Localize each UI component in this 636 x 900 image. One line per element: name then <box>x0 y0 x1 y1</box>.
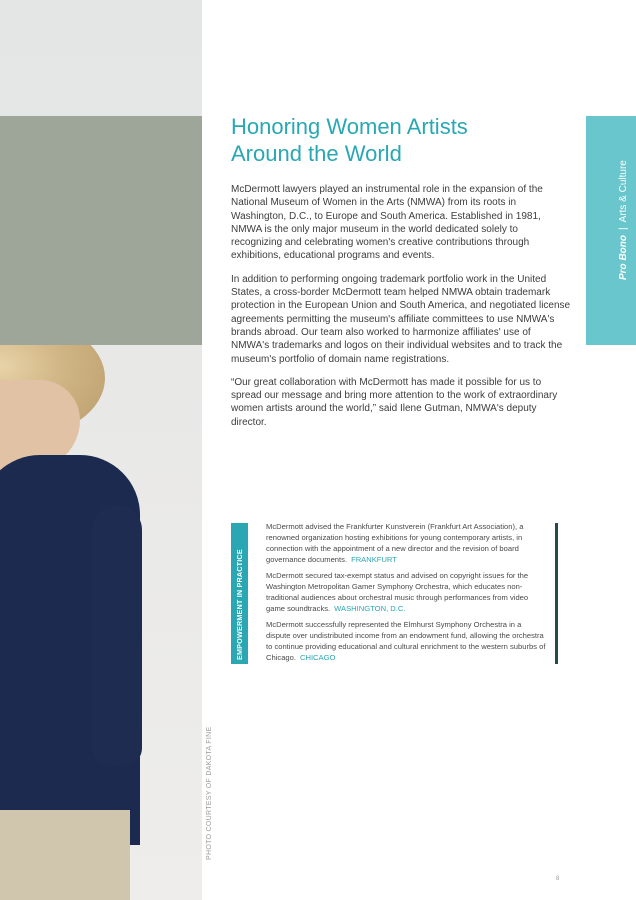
empowerment-item-text: McDermott advised the Frankfurter Kunstverein (Frankfurt Art Association), a renowned organization hosting exhibitions for young contemporary artists, in connection with the appointment of a new director and the revision of board governance documents. <box>266 522 524 564</box>
photo-credit: PHOTO COURTESY OF DAKOTA FINE <box>206 726 213 860</box>
empowerment-item-city: FRANKFURT <box>351 555 397 564</box>
article-body <box>231 183 571 439</box>
empowerment-item-text: McDermott secured tax-exempt status and advised on copyright issues for the Washington Metropolitan Gamer Symphony Orchestra, which educates non-traditional audiences about orchestral music through performances from video game soundtracks. <box>266 571 529 613</box>
boy-arm-shape <box>92 505 142 765</box>
gray-color-block <box>0 116 202 345</box>
empowerment-item-city: WASHINGTON, D.C. <box>334 604 406 613</box>
section-category: Arts & Culture <box>618 160 629 223</box>
empowerment-item <box>266 570 546 614</box>
body-paragraph: McDermott lawyers played an instrumental role in the expansion of the National Museum of Women in the Arts (NMWA) from its roots in Washington, D.C., to Europe and South America. Established in 1981, NMWA is the only major museum in the world dedicated solely to recognizing and celebrating women's creative contributions through exhibitions, educational programs and events. <box>231 184 543 262</box>
section-tab-label <box>618 160 629 280</box>
section-separator: | <box>618 227 629 230</box>
empowerment-label: EMPOWERMENT IN PRACTICE <box>235 549 244 660</box>
body-paragraph: “Our great collaboration with McDermott has made it possible for us to spread our message and bring more attention to the work of extraordinary women artists around the world,” said Ilene Gutman, NMWA's deputy director. <box>231 376 558 428</box>
boy-pants-shape <box>0 810 130 900</box>
title-line-1: Honoring Women Artists <box>231 114 468 139</box>
empowerment-item <box>266 619 546 663</box>
page-number: 8 <box>556 876 560 882</box>
empowerment-rule <box>555 523 558 664</box>
section-name: Pro Bono <box>618 235 629 280</box>
empowerment-list <box>266 521 546 668</box>
body-paragraph: In addition to performing ongoing trademark portfolio work in the United States, a cross-border McDermott team helped NMWA obtain trademark protection in the European Union and South America, and negotiated license agreements permitting the museum's affiliate committees to use NMWA's brands abroad. Our team also worked to harmonize affiliates' use of NMWA's trademarks and logos on their individual websites and to track the museum's portfolio of domain name registrations. <box>231 273 571 365</box>
article-title <box>231 113 571 167</box>
empowerment-item-city: CHICAGO <box>299 653 336 662</box>
title-line-2: Around the World <box>231 141 402 166</box>
empowerment-item <box>266 521 546 565</box>
empowerment-item-text: McDermott successfully represented the Elmhurst Symphony Orchestra in a dispute over undistributed income from an endowment fund, allowing the orchestra to continue providing educational and cultural enrichment to the western suburbs of Chicago. <box>266 620 546 662</box>
